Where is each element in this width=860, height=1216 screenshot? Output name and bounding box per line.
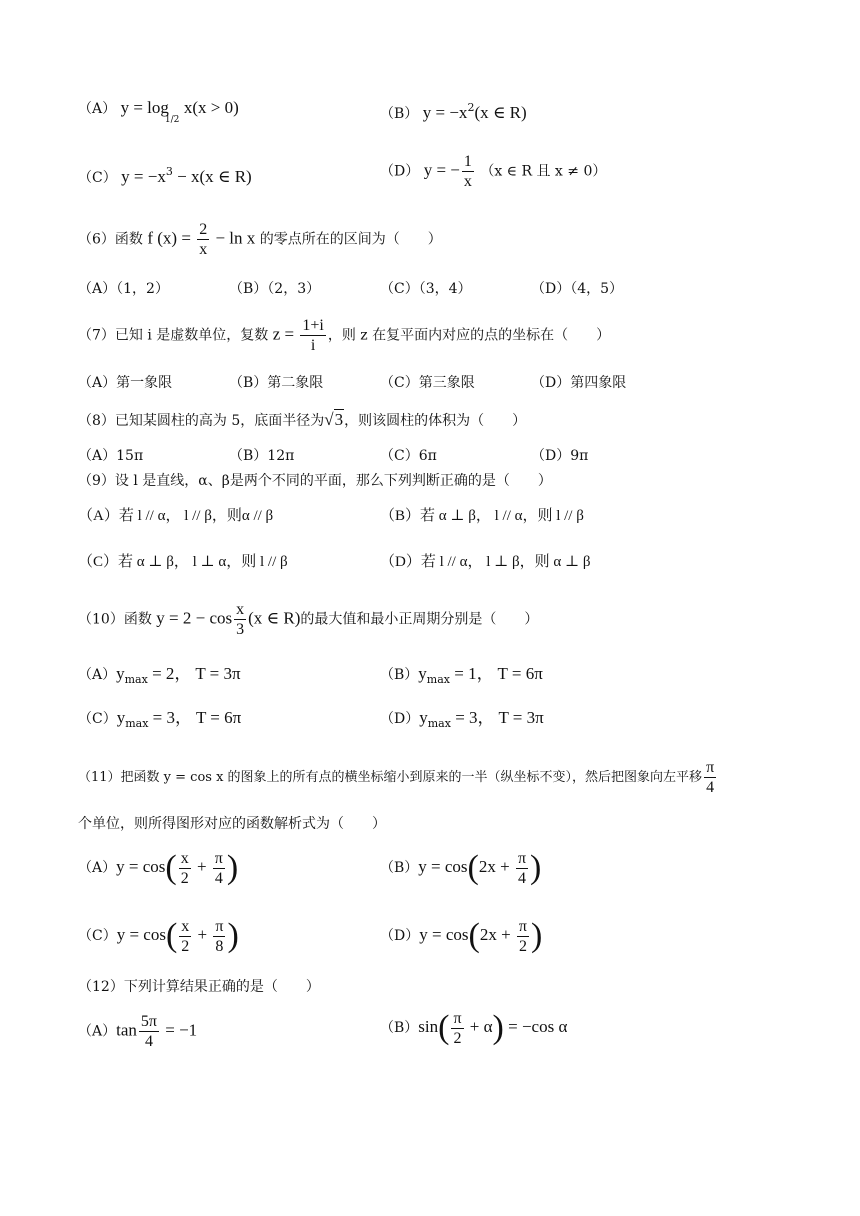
q6-option-a: （A）（1，2） xyxy=(78,281,169,297)
q8-option-d: （D）9π xyxy=(531,448,589,464)
q11-option-c: （C）y = cos( $\frac{x}{2}$ + $\frac{\pi}{8}$ ) xyxy=(78,917,239,955)
fraction: $\frac{\pi}{4}$ xyxy=(706,759,715,796)
fraction: $\frac{1}{x}$ xyxy=(463,153,472,190)
q6-option-b: （B）（2，3） xyxy=(229,281,321,297)
q9-option-a: （A）若 l // α， l // β，则α // β xyxy=(78,508,274,524)
q7-stem: （7）已知 i 是虚数单位，复数 z = $\frac{1+i}{i}$ ，则 z 在复平面内对应的点的坐标在（ ） xyxy=(78,317,611,354)
q7-option-b: （B）第二象限 xyxy=(229,375,324,391)
q8-option-c: （C）6π xyxy=(380,448,437,464)
q6-stem: （6）函数 f (x) = $\frac{2}{x}$ − ln x 的零点所在的区间为（ ） xyxy=(78,221,442,258)
q5-option-c: （C） $y = -x^3 - x(x$ ∈ R) xyxy=(78,165,252,186)
q9-stem: （9）设 l 是直线，α、β是两个不同的平面，那么下列判断正确的是（ ） xyxy=(78,473,552,489)
q10-stem: （10）函数 y = 2 − cos $\frac{x}{3}$ (x ∈ R)的最大值和最小正周期分别是（ ） xyxy=(78,601,539,638)
q6-option-c: （C）（3，4） xyxy=(380,281,472,297)
q10-option-a: $(A)y_{max} = 2$， T = 3π xyxy=(78,664,241,686)
q12-option-a: （A）tan $\frac{5\pi}{4}$ = −1 xyxy=(78,1013,198,1050)
q12-stem: （12）下列计算结果正确的是（ ） xyxy=(78,979,320,995)
q5-option-a: （A） $y = \log_{1/2} x(x > 0)$ xyxy=(78,98,239,125)
q10-option-d: $(D)y_{max} = 3$， T = 3π xyxy=(380,708,544,730)
q7-option-a: （A）第一象限 xyxy=(78,375,173,391)
fraction: $\frac{2}{x}$ xyxy=(199,221,208,258)
sqrt-sign: √ xyxy=(324,410,334,429)
q6-option-d: （D）（4，5） xyxy=(531,281,624,297)
fraction: $\frac{1+i}{i}$ xyxy=(302,317,324,354)
q9-option-c: （C）若 α ⊥ β， l ⊥ α，则 l // β xyxy=(78,554,288,570)
q7-option-d: （D）第四象限 xyxy=(531,375,627,391)
q11-stem-line2: 个单位，则所得图形对应的函数解析式为（ ） xyxy=(78,816,386,832)
q11-option-d: （D）y = cos(2x + $\frac{\pi}{2}$ ) xyxy=(380,917,543,955)
q9-option-d: （D）若 l // α， l ⊥ β，则 α ⊥ β xyxy=(380,554,591,570)
q10-option-b: $(B)y_{max} = 1$， T = 6π xyxy=(380,664,543,686)
q12-option-b: （B）sin( $\frac{\pi}{2}$ + α) = −cos α xyxy=(380,1009,568,1047)
q8-stem: （8）已知某圆柱的高为 5，底面半径为√3，则该圆柱的体积为（ ） xyxy=(78,410,527,429)
q11-option-b: （B）y = cos(2x + $\frac{\pi}{4}$ ) xyxy=(380,849,542,887)
q8-option-a: （A）15π xyxy=(78,448,144,464)
q5-option-d: （D） y = − $\frac{1}{x}$ （x ∈ R 且 x ≠ 0） xyxy=(380,153,607,190)
q8-option-b: （B）12π xyxy=(229,448,295,464)
q11-option-a: （A）y = cos( $\frac{x}{2}$ + $\frac{\pi}{4}$ ) xyxy=(78,849,239,887)
q5-option-b: （B） $y = -x^2(x$ ∈ R) xyxy=(380,101,527,122)
q7-option-c: （C）第三象限 xyxy=(380,375,475,391)
q10-option-c: $(C)y_{max} = 3$， T = 6π xyxy=(78,708,242,730)
log-base: 1/2 xyxy=(164,115,180,125)
q11-stem-line1: （11）把函数 y = cos x 的图象上的所有点的横坐标缩小到原来的一半（纵坐标不变），然后把图象向左平移 $\frac{\pi}{4}$ xyxy=(78,759,715,796)
q9-option-b: （B）若 α ⊥ β， l // α，则 l // β xyxy=(380,508,584,524)
fraction: $\frac{x}{3}$ xyxy=(236,601,245,638)
